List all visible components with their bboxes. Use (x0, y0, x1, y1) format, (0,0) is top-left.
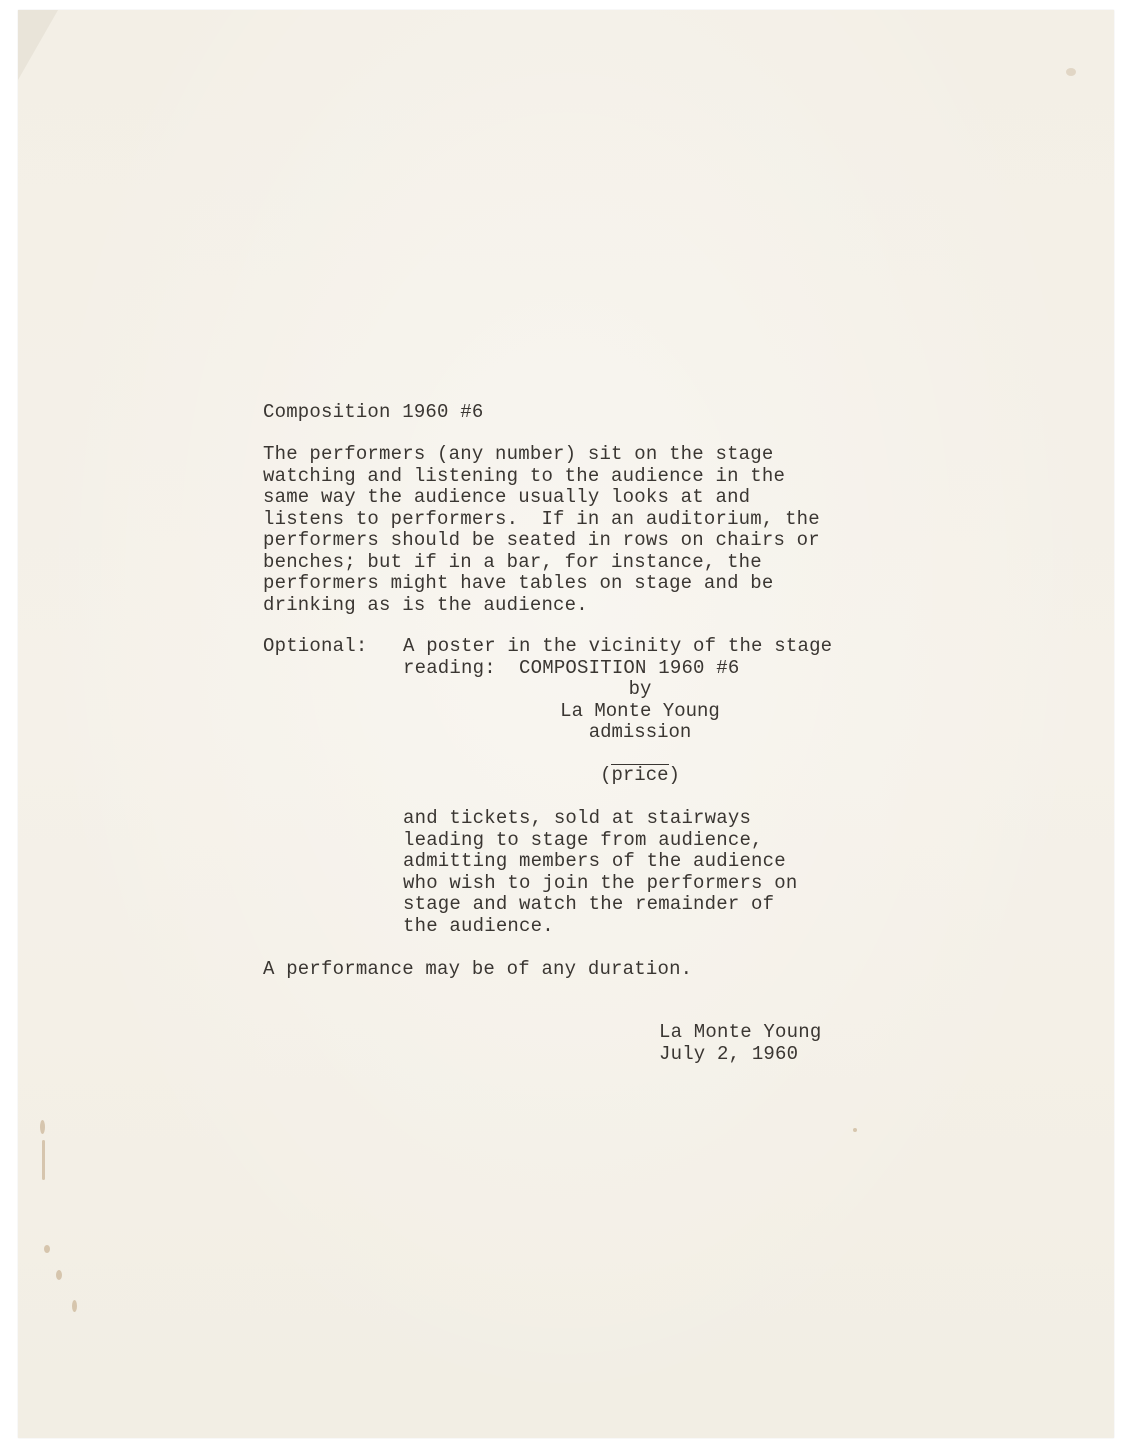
poster-price (500, 764, 780, 787)
paper-stain (853, 1128, 857, 1132)
price-close-paren: ) (668, 764, 680, 786)
paper-stain (40, 1120, 45, 1134)
body-line: drinking as is the audience. (263, 593, 588, 616)
poster-line: A poster in the vicinity of the stage (403, 635, 833, 657)
signature-date: July 2, 1960 (659, 1043, 799, 1065)
paper-stain (72, 1300, 77, 1312)
poster-by: by (628, 678, 652, 700)
signature-name: La Monte Young (659, 1021, 822, 1043)
body-line: The performers (any number) sit on the stage (263, 443, 774, 465)
composition-title: Composition 1960 #6 (263, 401, 484, 423)
body-line: benches; but if in a bar, for instance, the (263, 550, 762, 573)
body-line: performers should be seated in rows on chairs or (263, 529, 820, 551)
ticket-line: leading to stage from audience, (403, 828, 763, 851)
paper-stain (44, 1245, 50, 1253)
optional-label: Optional: (263, 635, 368, 657)
poster-author: La Monte Young (560, 700, 720, 722)
ticket-line: and tickets, sold at stairways (403, 807, 752, 829)
ticket-line: stage and watch the remainder of (403, 893, 775, 915)
instructions-paragraph (263, 444, 820, 616)
poster-line: reading: COMPOSITION 1960 #6 (403, 656, 740, 679)
paper-stain (42, 1140, 45, 1180)
ticket-line: who wish to join the performers on (403, 871, 798, 894)
duration-line: A performance may be of any duration. (263, 958, 693, 980)
price-open-paren: ( (600, 764, 612, 786)
ticket-line: admitting members of the audience (403, 850, 786, 872)
poster-admission: admission (588, 721, 692, 743)
body-line: watching and listening to the audience in the (263, 464, 786, 487)
paper-stain (56, 1270, 62, 1280)
ticket-line: the audience. (403, 914, 554, 937)
poster-description (403, 636, 832, 679)
torn-corner (18, 10, 58, 80)
paper-stain (1066, 68, 1076, 76)
body-line: same way the audience usually looks at and (263, 486, 751, 508)
body-line: listens to performers. If in an auditorium, the (263, 507, 820, 530)
tickets-paragraph (403, 808, 797, 937)
price-blank: price (611, 764, 669, 786)
body-line: performers might have tables on stage and be (263, 572, 774, 594)
